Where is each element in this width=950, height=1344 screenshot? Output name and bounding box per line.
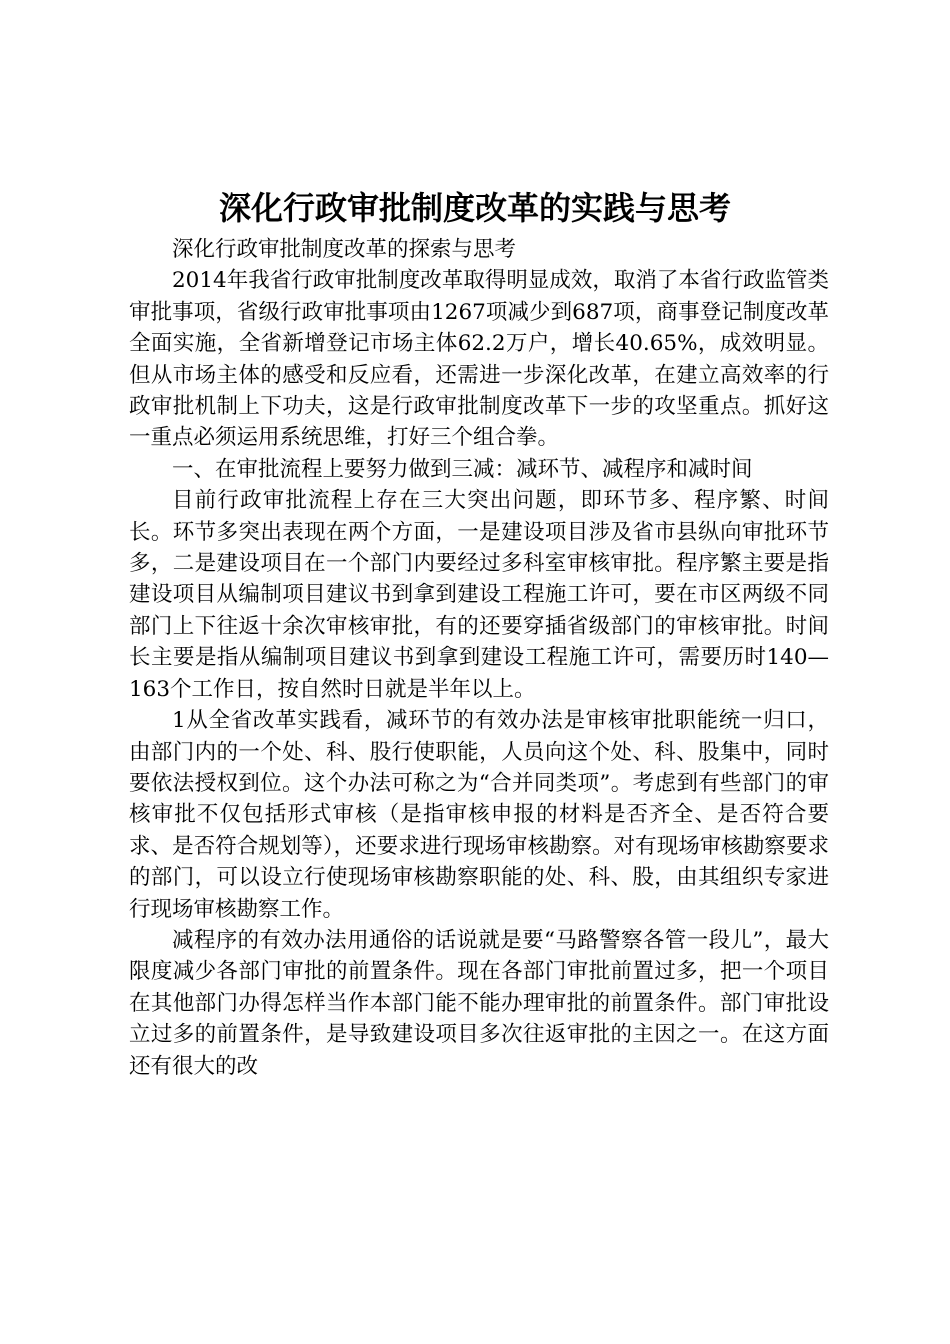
section-heading: 一、在审批流程上要努力做到三减：减环节、减程序和减时间 — [172, 456, 753, 482]
body-paragraph: 2014年我省行政审批制度改革取得明显成效，取消了本省行政监管类审批事项，省级行政审批事项由1267项减少到687项，商事登记制度改革全面实施，全省新增登记市场主体62.2万户，增长40.65%，成效明显。但从市场主体的感受和反应看，还需进一步深化改革，在建立高效率的行政审批机制上下功夫，这是行政审批制度改革下一步的攻坚重点。抓好这一重点必须运用系统思维，打好三个组合拳。 — [129, 268, 829, 451]
document-body — [129, 234, 829, 1082]
document-title: 深化行政审批制度改革的实践与思考 — [218, 189, 731, 227]
subtitle-paragraph: 深化行政审批制度改革的探索与思考 — [172, 237, 517, 262]
body-paragraph: 目前行政审批流程上存在三大突出问题，即环节多、程序繁、时间长。环节多突出表现在两个方面，一是建设项目涉及省市县纵向审批环节多，二是建设项目在一个部门内要经过多科室审核审批。程序繁主要是指建设项目从编制项目建议书到拿到建设工程施工许可，要在市区两级不同部门上下往返十余次审核审批，有的还要穿插省级部门的审核审批。时间长主要是指从编制项目建议书到拿到建设工程施工许可，需要历时140—163个工作日，按自然时日就是半年以上。 — [129, 488, 829, 702]
body-paragraph: 减程序的有效办法用通俗的话说就是要“马路警察各管一段儿”，最大限度减少各部门审批的前置条件。现在各部门审批前置过多，把一个项目在其他部门办得怎样当作本部门能不能办理审批的前置条件。部门审批设立过多的前置条件，是导致建设项目多次往返审批的主因之一。在这方面还有很大的改 — [129, 927, 829, 1079]
body-paragraph: 1从全省改革实践看，减环节的有效办法是审核审批职能统一归口，由部门内的一个处、科、股行使职能，人员向这个处、科、股集中，同时要依法授权到位。这个办法可称之为“合并同类项”。考虑到有些部门的审核审批不仅包括形式审核（是指审核申报的材料是否齐全、是否符合要求、是否符合规划等），还要求进行现场审核勘察。对有现场审核勘察要求的部门，可以设立行使现场审核勘察职能的处、科、股，由其组织专家进行现场审核勘察工作。 — [129, 708, 829, 922]
